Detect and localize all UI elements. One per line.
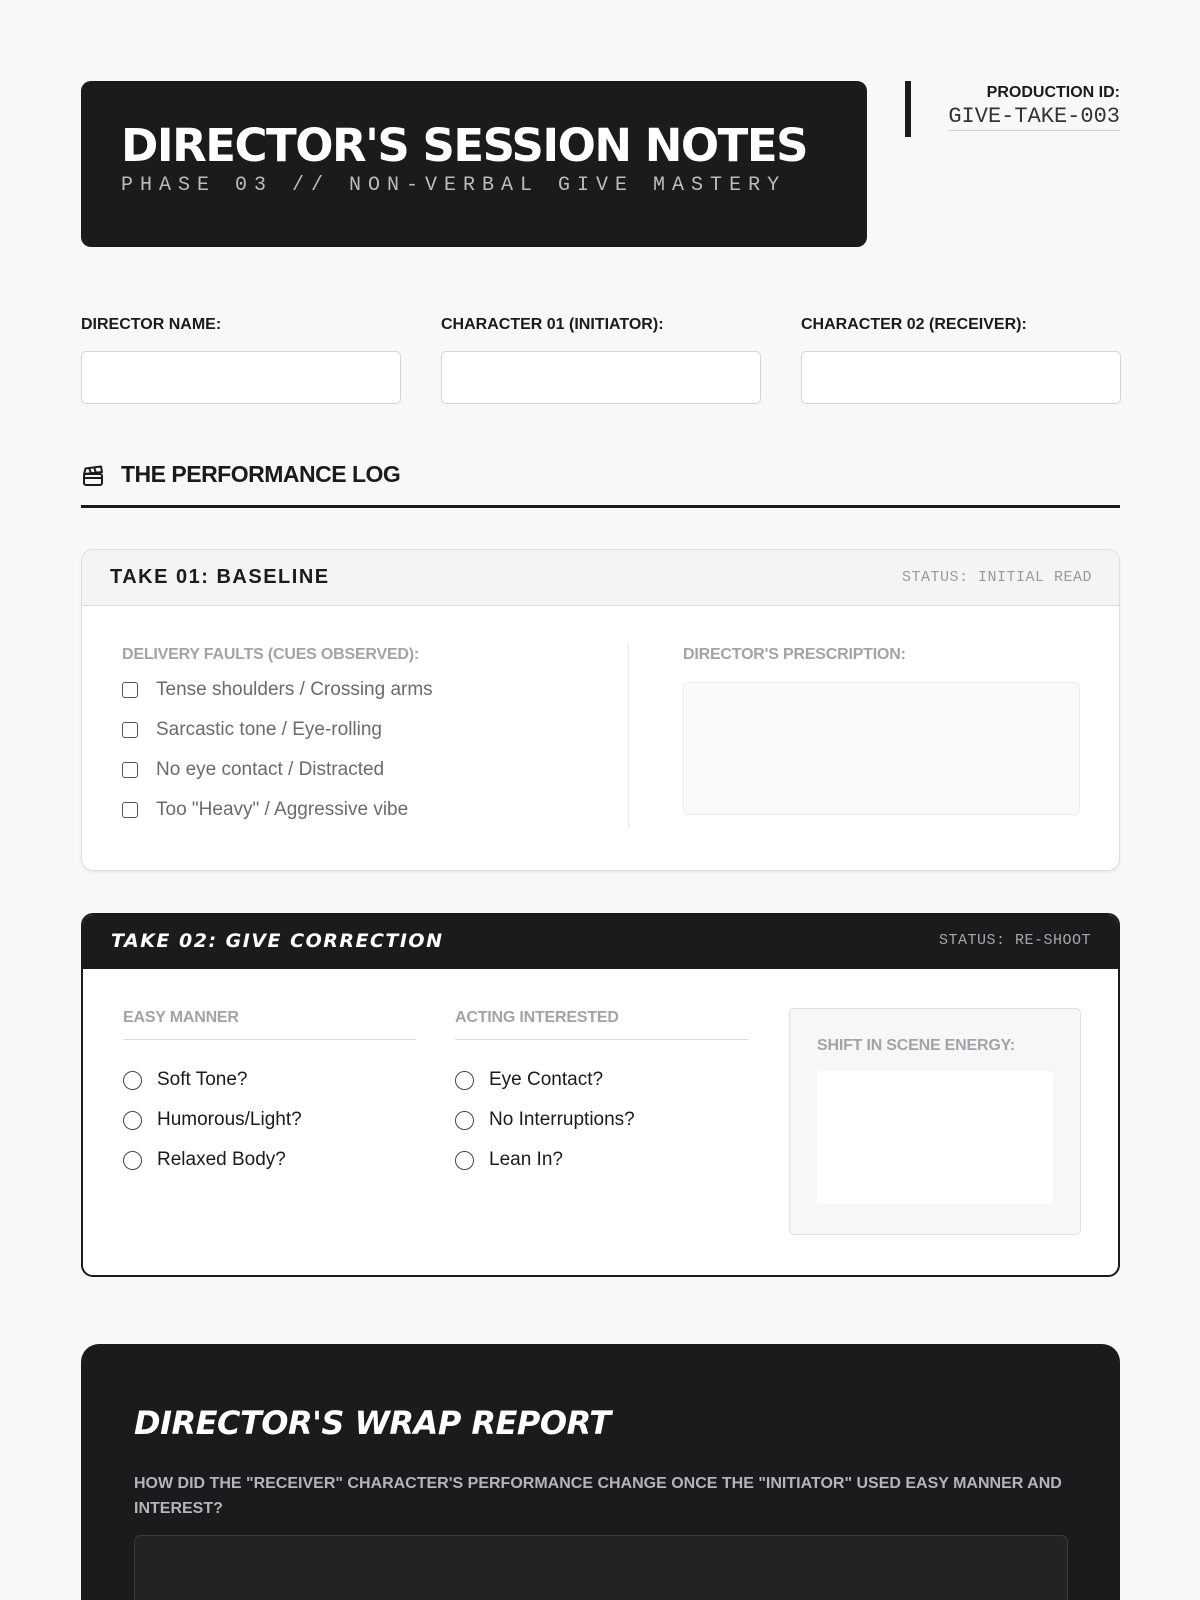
wrap-report-textarea[interactable] <box>134 1535 1068 1600</box>
character-02-label: CHARACTER 02 (RECEIVER): <box>801 316 1027 333</box>
scene-energy-textarea[interactable] <box>817 1071 1053 1204</box>
fault-checkbox[interactable] <box>122 682 138 698</box>
fault-checkbox-row[interactable] <box>122 670 622 710</box>
fault-checkbox-row[interactable] <box>122 710 622 750</box>
performance-log-heading <box>81 456 1120 508</box>
fault-checkbox[interactable] <box>122 802 138 818</box>
production-id-label: PRODUCTION ID: <box>986 84 1120 101</box>
character-01-label: CHARACTER 01 (INITIATOR): <box>441 316 664 333</box>
fault-checkbox-row[interactable] <box>122 790 622 830</box>
prescription-label: DIRECTOR'S PRESCRIPTION: <box>683 646 906 663</box>
delivery-faults-label: DELIVERY FAULTS (CUES OBSERVED): <box>122 646 420 663</box>
easy-manner-column <box>123 1009 416 1180</box>
page-subtitle: PHASE 03 // NON-VERBAL GIVE MASTERY <box>121 174 787 197</box>
radio-option[interactable] <box>455 1140 748 1180</box>
clapperboard-icon <box>81 464 105 488</box>
radio-button[interactable] <box>455 1111 474 1130</box>
take-01-header <box>82 550 1119 606</box>
take-02-header <box>83 915 1118 969</box>
delivery-faults <box>122 646 622 830</box>
radio-label: Humorous/Light? <box>157 1109 302 1130</box>
page-title: DIRECTOR'S SESSION NOTES <box>121 119 807 172</box>
fault-label: No eye contact / Distracted <box>156 759 385 780</box>
scene-energy-panel <box>789 1008 1081 1235</box>
take-02-title: TAKE 02: GIVE CORRECTION <box>111 930 444 952</box>
radio-option[interactable] <box>123 1100 416 1140</box>
column-divider <box>628 644 629 830</box>
fault-label: Sarcastic tone / Eye-rolling <box>156 719 382 740</box>
radio-button[interactable] <box>123 1151 142 1170</box>
radio-option[interactable] <box>123 1140 416 1180</box>
radio-label: Soft Tone? <box>157 1069 248 1090</box>
take-01-status: STATUS: INITIAL READ <box>901 569 1092 586</box>
radio-button[interactable] <box>123 1071 142 1090</box>
radio-button[interactable] <box>455 1071 474 1090</box>
radio-label: Relaxed Body? <box>157 1149 286 1170</box>
director-name-label: DIRECTOR NAME: <box>81 316 222 333</box>
scene-energy-label: SHIFT IN SCENE ENERGY: <box>817 1037 1015 1054</box>
take-02-status: STATUS: RE-SHOOT <box>938 932 1091 949</box>
character-01-group <box>441 316 761 404</box>
production-id-value[interactable]: GIVE-TAKE-003 <box>948 104 1120 129</box>
take-01-card <box>81 549 1120 871</box>
fault-checkbox[interactable] <box>122 762 138 778</box>
character-02-group <box>801 316 1121 404</box>
radio-button[interactable] <box>455 1151 474 1170</box>
fault-checkbox[interactable] <box>122 722 138 738</box>
easy-manner-label: EASY MANNER <box>123 1009 416 1040</box>
radio-option[interactable] <box>455 1060 748 1100</box>
radio-option[interactable] <box>123 1060 416 1100</box>
acting-interested-column <box>455 1009 748 1180</box>
wrap-report-panel <box>81 1344 1120 1600</box>
acting-interested-label: ACTING INTERESTED <box>455 1009 748 1040</box>
radio-button[interactable] <box>123 1111 142 1130</box>
easy-manner-options <box>123 1060 416 1180</box>
director-name-input[interactable] <box>81 351 401 404</box>
character-02-input[interactable] <box>801 351 1121 404</box>
wrap-report-question: HOW DID THE "RECEIVER" CHARACTER'S PERFORMANCE CHANGE ONCE THE "INITIATOR" USED EASY MANNER AND INTEREST? <box>134 1475 1062 1517</box>
wrap-report-title: DIRECTOR'S WRAP REPORT <box>134 1404 611 1442</box>
radio-option[interactable] <box>455 1100 748 1140</box>
take-02-card <box>81 913 1120 1277</box>
fault-label: Too "Heavy" / Aggressive vibe <box>156 799 409 820</box>
radio-label: Eye Contact? <box>489 1069 604 1090</box>
prescription-group <box>683 646 1080 815</box>
section-title: THE PERFORMANCE LOG <box>121 461 401 487</box>
acting-interested-options <box>455 1060 748 1180</box>
prescription-textarea[interactable] <box>683 682 1080 815</box>
radio-label: No Interruptions? <box>489 1109 635 1130</box>
director-name-group <box>81 316 401 404</box>
take-01-title: TAKE 01: BASELINE <box>110 566 330 588</box>
header-banner <box>81 81 867 247</box>
fault-label: Tense shoulders / Crossing arms <box>156 679 433 700</box>
production-id-block <box>905 81 1120 137</box>
radio-label: Lean In? <box>489 1149 563 1170</box>
fault-checkbox-row[interactable] <box>122 750 622 790</box>
character-01-input[interactable] <box>441 351 761 404</box>
